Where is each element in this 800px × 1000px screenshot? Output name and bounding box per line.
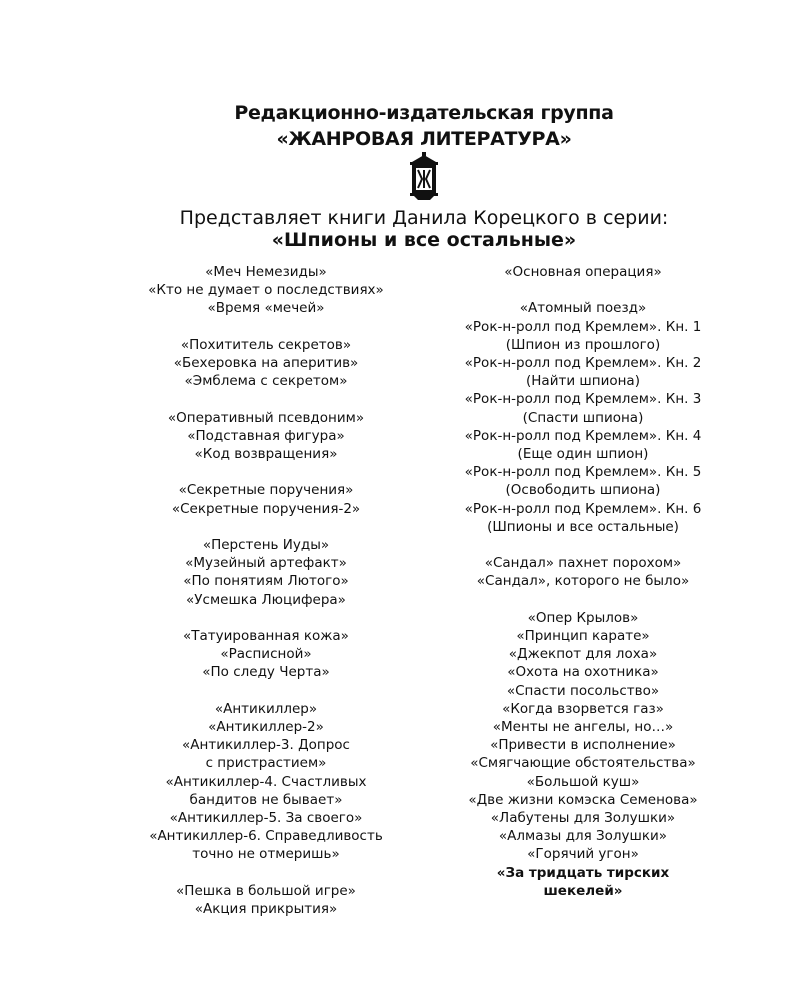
list-gap bbox=[433, 591, 733, 609]
book-title: «Меч Немезиды» bbox=[205, 264, 327, 280]
book-title: «Усмешка Люцифера» bbox=[186, 591, 346, 608]
book-title: «Спасти посольство» bbox=[506, 682, 660, 699]
book-title: «Менты не ангелы, но…» bbox=[492, 719, 674, 736]
book-title: (Освободить шпиона) bbox=[505, 482, 661, 499]
book-title: «Перстень Иуды» bbox=[202, 536, 330, 553]
book-title: «Сандал» пахнет порохом» bbox=[484, 555, 682, 572]
book-title: «Алмазы для Золушки» bbox=[498, 828, 668, 845]
book-title: «Горячий угон» bbox=[527, 846, 639, 863]
book-title: «Смягчающие обстоятельства» bbox=[470, 755, 696, 772]
book-title: бандитов не бывает» bbox=[189, 791, 343, 808]
book-title: «За тридцать тирских bbox=[496, 864, 670, 881]
list-gap bbox=[116, 390, 416, 408]
list-gap bbox=[116, 864, 416, 882]
book-title: (Шпионы и все остальные) bbox=[487, 518, 679, 535]
book-title: «Расписной» bbox=[220, 646, 312, 663]
book-title: «Секретные поручения-2» bbox=[171, 500, 361, 517]
book-title: «Антикиллер» bbox=[214, 700, 318, 717]
book-title: «Антикиллер-3. Допрос bbox=[182, 737, 350, 754]
book-title: (Спасти шпиона) bbox=[522, 409, 644, 426]
book-title: с пристрастием» bbox=[205, 755, 327, 772]
book-title: «Кто не думает о последствиях» bbox=[148, 282, 384, 299]
publisher-imprint: «ЖАНРОВАЯ ЛИТЕРАТУРА» bbox=[276, 128, 572, 150]
list-gap bbox=[116, 609, 416, 627]
book-title: «Эмблема с секретом» bbox=[184, 373, 348, 390]
book-title: «Подставная фигура» bbox=[187, 427, 345, 444]
book-title: «Две жизни комэска Семенова» bbox=[468, 791, 698, 808]
book-title: «Секретные поручения» bbox=[178, 482, 354, 499]
book-title: «Лабутены для Золушки» bbox=[490, 810, 676, 827]
book-title: «Антикиллер-2» bbox=[208, 718, 324, 735]
book-title: (Еще один шпион) bbox=[517, 446, 649, 463]
book-title: «Бехеровка на аперитив» bbox=[173, 355, 359, 371]
book-title: «Атомный поезд» bbox=[519, 300, 647, 317]
right-book-list bbox=[433, 263, 733, 900]
book-title: «Рок-н-ролл под Кремлем». Кн. 4 bbox=[464, 427, 702, 444]
list-gap bbox=[116, 463, 416, 481]
book-title: «Похититель секретов» bbox=[180, 336, 352, 353]
book-title: «Пешка в большой игре» bbox=[176, 882, 356, 899]
book-title: «Рок-н-ролл под Кремлем». Кн. 5 bbox=[464, 464, 702, 481]
book-title: «Рок-н-ролл под Кремлем». Кн. 6 bbox=[464, 500, 702, 517]
list-gap bbox=[116, 318, 416, 336]
book-title: «Джекпот для лоха» bbox=[508, 646, 658, 663]
book-title: «Охота на охотника» bbox=[507, 664, 659, 681]
book-title: «Привести в исполнение» bbox=[490, 737, 676, 754]
book-title: «Большой куш» bbox=[526, 773, 640, 790]
left-book-list bbox=[116, 263, 416, 918]
book-title: (Найти шпиона) bbox=[526, 373, 640, 390]
book-title: «По понятиям Лютого» bbox=[183, 573, 349, 590]
book-title: «Когда взорвется газ» bbox=[502, 700, 664, 717]
book-title: «Основная операция» bbox=[504, 264, 662, 280]
book-title: (Шпион из прошлого) bbox=[505, 336, 661, 353]
book-title: «Оперативный псевдоним» bbox=[167, 409, 365, 426]
book-title: «Антикиллер-5. За своего» bbox=[169, 810, 363, 826]
publisher-name: Редакционно-издательская группа bbox=[234, 102, 614, 124]
book-title: «Рок-н-ролл под Кремлем». Кн. 2 bbox=[464, 355, 702, 371]
book-title: «Антикиллер-6. Справедливость bbox=[149, 828, 383, 845]
book-title: «Рок-н-ролл под Кремлем». Кн. 3 bbox=[464, 391, 702, 408]
book-title: точно не отмеришь» bbox=[192, 846, 340, 863]
list-gap bbox=[433, 536, 733, 554]
book-title: «Татуированная кожа» bbox=[183, 627, 349, 644]
book-title: «Акция прикрытия» bbox=[194, 901, 338, 917]
book-title: «Антикиллер-4. Счастливых bbox=[165, 773, 367, 790]
list-gap bbox=[433, 281, 733, 299]
presents-line: Представляет книги Данила Корецкого в серии: bbox=[179, 207, 669, 229]
list-gap bbox=[116, 518, 416, 536]
book-title: «Музейный артефакт» bbox=[185, 555, 347, 572]
book-title: «Принцип карате» bbox=[516, 628, 650, 645]
lantern-logo-icon bbox=[406, 152, 442, 200]
publisher-heading bbox=[0, 100, 800, 152]
book-title: «По следу Черта» bbox=[202, 664, 330, 681]
book-title: «Опер Крылов» bbox=[527, 609, 639, 626]
series-title: «Шпионы и все остальные» bbox=[271, 229, 577, 251]
list-gap bbox=[116, 682, 416, 700]
book-title: «Время «мечей» bbox=[207, 300, 325, 317]
book-title: «Код возвращения» bbox=[194, 446, 338, 462]
book-title: «Рок-н-ролл под Кремлем». Кн. 1 bbox=[464, 318, 702, 335]
book-title: шекелей» bbox=[543, 882, 623, 899]
book-title: «Сандал», которого не было» bbox=[476, 573, 690, 590]
